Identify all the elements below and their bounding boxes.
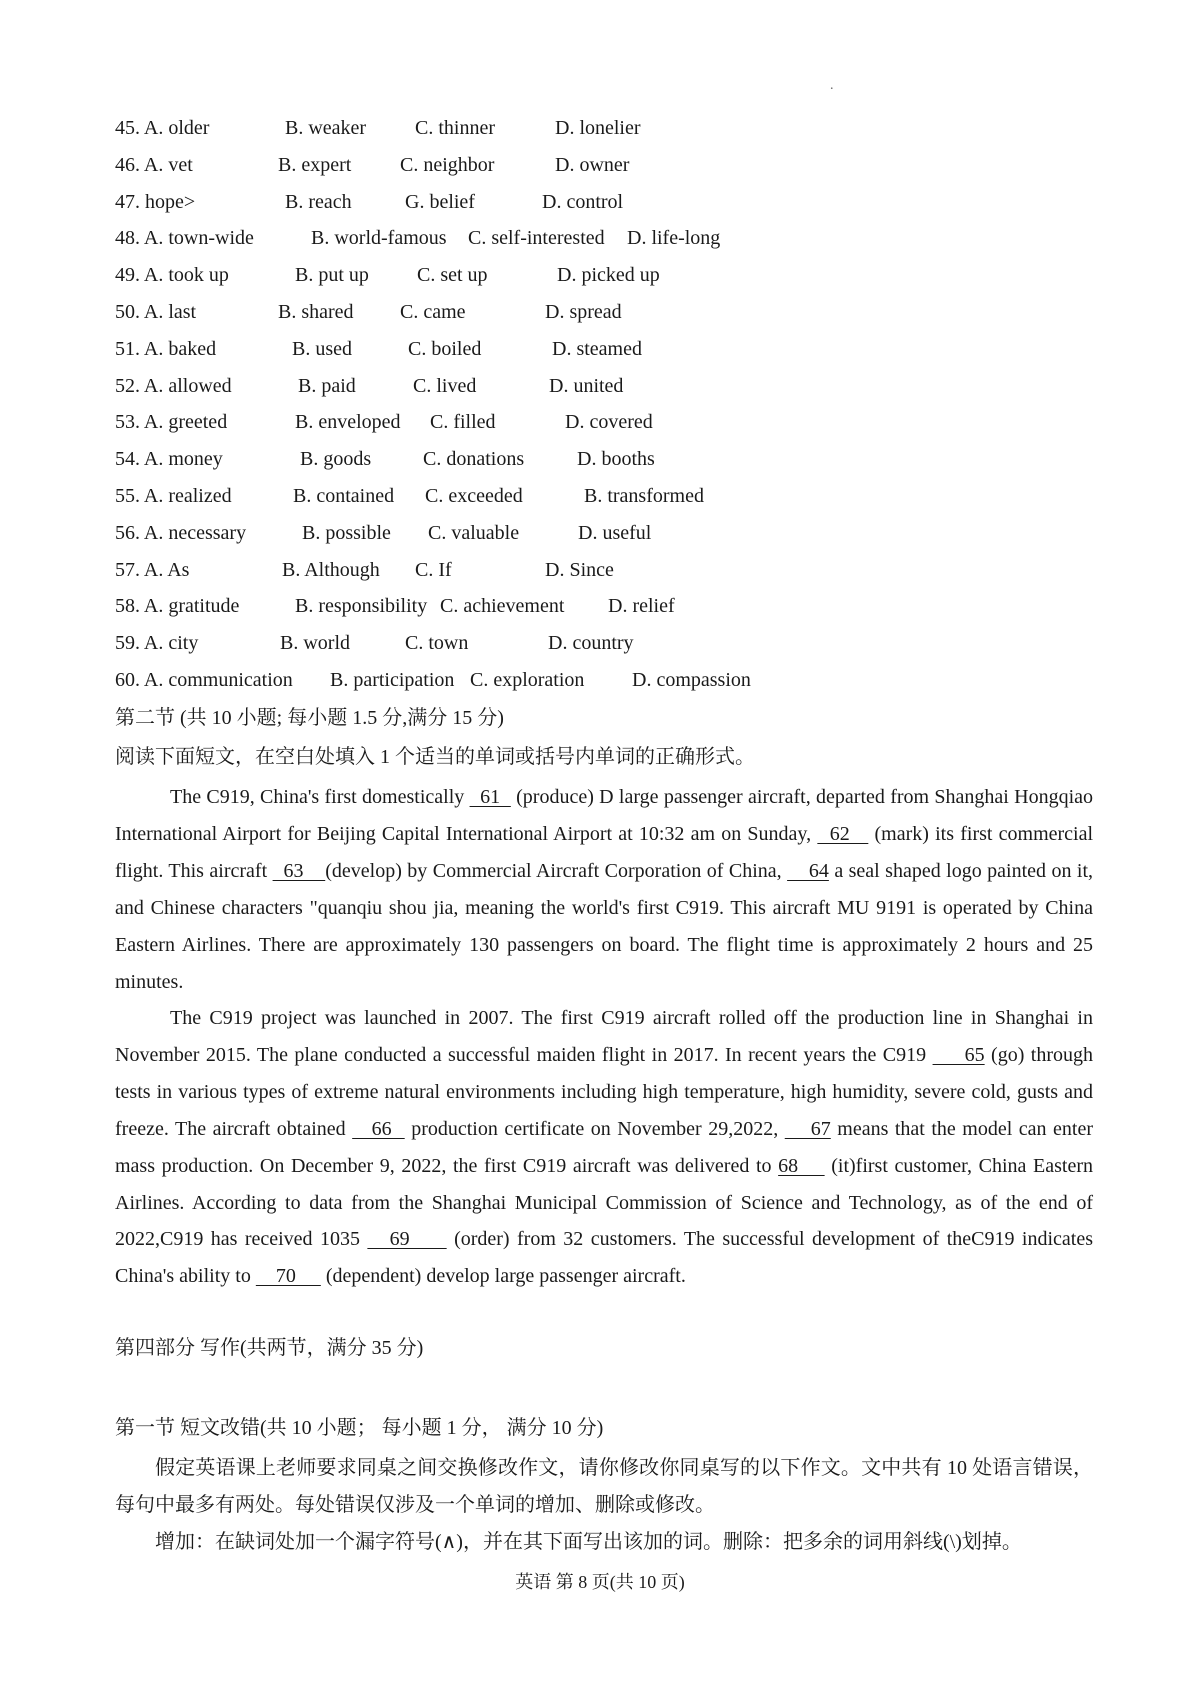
option-choice: D. covered (565, 411, 653, 434)
option-choice: 45. A. older (115, 117, 210, 139)
option-choice: B. used (292, 337, 352, 360)
option-choice: G. belief (405, 190, 475, 213)
option-choice: C. achievement (440, 595, 565, 618)
option-choice: D. Since (545, 558, 614, 581)
option-choice: D. united (549, 374, 624, 397)
option-choice: D. relief (608, 595, 675, 618)
option-choice: 50. A. last (115, 301, 197, 323)
option-choice: D. owner (555, 153, 630, 176)
option-choice: 58. A. gratitude (115, 595, 240, 618)
option-choice: C. exploration (470, 669, 585, 691)
section1-instruction: 假定英语课上老师要求同桌之间交换修改作文，请你修改你同桌写的以下作文。文中共有 10 处语言错误，每句中最多有两处。每处错误仅涉及一个单词的增加、删除或修改。 (115, 1457, 1093, 1516)
option-choice: 52. A. allowed (115, 374, 232, 397)
section1-title: 第一节 短文改错(共 10 小题； 每小题 1 分， 满分 10 分) (115, 1417, 604, 1439)
option-choice: 59. A. city (115, 632, 199, 655)
option-choice: C. valuable (428, 521, 520, 544)
option-choice: B. weaker (285, 117, 367, 139)
option-choice: C. set up (417, 264, 488, 287)
option-choice: B. enveloped (295, 411, 401, 434)
option-choice: D. booths (577, 448, 655, 471)
option-choice: 53. A. greeted (115, 411, 228, 434)
blank-65: 65 (932, 1043, 985, 1066)
part4-title: 第四部分 写作(共两节，满分 35 分) (115, 1337, 424, 1359)
option-choice: 48. A. town-wide (115, 227, 254, 250)
option-choice: D. picked up (557, 264, 660, 287)
option-choice: 54. A. money (115, 448, 223, 471)
option-choice: 56. A. necessary (115, 521, 247, 544)
blank-70: 70 (255, 1265, 321, 1288)
option-choice: 60. A. communication (115, 669, 293, 691)
option-choice: B. paid (298, 374, 356, 397)
option-choice: B. contained (293, 485, 395, 507)
option-choice: D. lonelier (555, 117, 641, 139)
option-choice: 46. A. vet (115, 153, 193, 176)
option-choice: 51. A. baked (115, 337, 217, 360)
option-choice: C. exceeded (425, 485, 523, 507)
option-choice: C. self-interested (468, 227, 605, 250)
option-choice: C. filled (430, 411, 496, 434)
option-choice: C. came (400, 301, 466, 323)
option-choice: B. possible (302, 521, 391, 544)
option-choice: C. neighbor (400, 153, 495, 176)
blank-69: 69 (367, 1228, 447, 1251)
option-choice: D. compassion (632, 669, 751, 691)
option-choice: C. thinner (415, 117, 495, 139)
option-choice: B. Although (282, 558, 380, 581)
blank-66: 66 (352, 1117, 405, 1140)
option-choice: B. world-famous (311, 227, 447, 250)
page-footer: 英语 第 8 页(共 10 页) (515, 1572, 685, 1592)
option-choice: D. life-long (627, 227, 721, 250)
blank-64: 64 (787, 859, 829, 882)
option-choice: B. put up (295, 264, 369, 287)
option-choice: B. goods (300, 448, 372, 471)
scan-mark: . (830, 78, 834, 93)
option-choice: 57. A. As (115, 558, 190, 581)
option-choice: 49. A. took up (115, 264, 229, 287)
option-choice: C. donations (423, 448, 525, 471)
option-choice: C. lived (413, 374, 477, 397)
section2-title: 第二节 (共 10 小题; 每小题 1.5 分,满分 15 分) (115, 707, 504, 729)
option-choice: B. transformed (584, 485, 704, 507)
blank-67: 67 (784, 1117, 831, 1140)
blank-63: 63 (272, 859, 326, 882)
option-choice: D. country (548, 632, 634, 655)
option-choice: B. participation (330, 669, 455, 691)
option-choice: 47. hope> (115, 190, 196, 213)
passage-paragraph-1: The C919, China's first domestically 61 (produce) D large passenger aircraft, departed from Shanghai Hongqiao International Airport for Beijing Capital International Airport at 10:32 am on Sunday, 62 (mark) its first commercial flight. This aircraft 63 (develop) by Commercial Aircraft Corporation of China, 64 a seal shaped logo painted on it, and Chinese characters "quanqiu shou jia, meaning the world's first C919. This aircraft MU 9191 is operated by China Eastern Airlines. There are approximately 130 passengers on board. The flight time is approximately 2 hours and 25 minutes. (115, 786, 1094, 993)
option-choice: B. expert (278, 153, 352, 176)
option-choice: 55. A. realized (115, 485, 232, 507)
option-choice: B. world (280, 632, 350, 655)
option-choice: B. responsibility (295, 595, 428, 618)
option-choice: C. town (405, 632, 469, 655)
section2-instruction: 阅读下面短文，在空白处填入 1 个适当的单词或括号内单词的正确形式。 (115, 746, 755, 768)
option-choice: D. spread (545, 301, 622, 323)
option-choice: B. shared (278, 301, 354, 323)
option-choice: B. reach (285, 190, 352, 213)
option-choice: C. If (415, 558, 452, 581)
option-choice: D. useful (578, 521, 652, 544)
blank-62: 62 (817, 822, 869, 845)
passage-paragraph-2: The C919 project was launched in 2007. The first C919 aircraft rolled off the production line in Shanghai in November 2015. The plane conducted a successful maiden flight in 2017. In recent years the C919 65 (go) through tests in various types of extreme natural environments including high temperature, high humidity, severe cold, gusts and freeze. The aircraft obtained 66 production certificate on November 29,2022, 67 means that the model can enter mass production. On December 9, 2022, the first C919 aircraft was delivered to 68 (it)first customer, China Eastern Airlines. According to data from the Shanghai Municipal Commission of Science and Technology, as of the end of 2022,C919 has received 1035 69 (order) from 32 customers. The successful development of theC919 indicates China's ability to 70 (dependent) develop large passenger aircraft. (115, 1007, 1094, 1288)
blank-68: 68 (778, 1154, 825, 1177)
section1-note: 增加：在缺词处加一个漏字符号(∧)，并在其下面写出该加的词。删除：把多余的词用斜线(\)划掉。 (155, 1531, 1022, 1553)
option-choice: D. steamed (552, 337, 642, 360)
option-choice: D. control (542, 190, 624, 213)
option-choice: C. boiled (408, 337, 482, 360)
blank-61: 61 (469, 786, 511, 808)
